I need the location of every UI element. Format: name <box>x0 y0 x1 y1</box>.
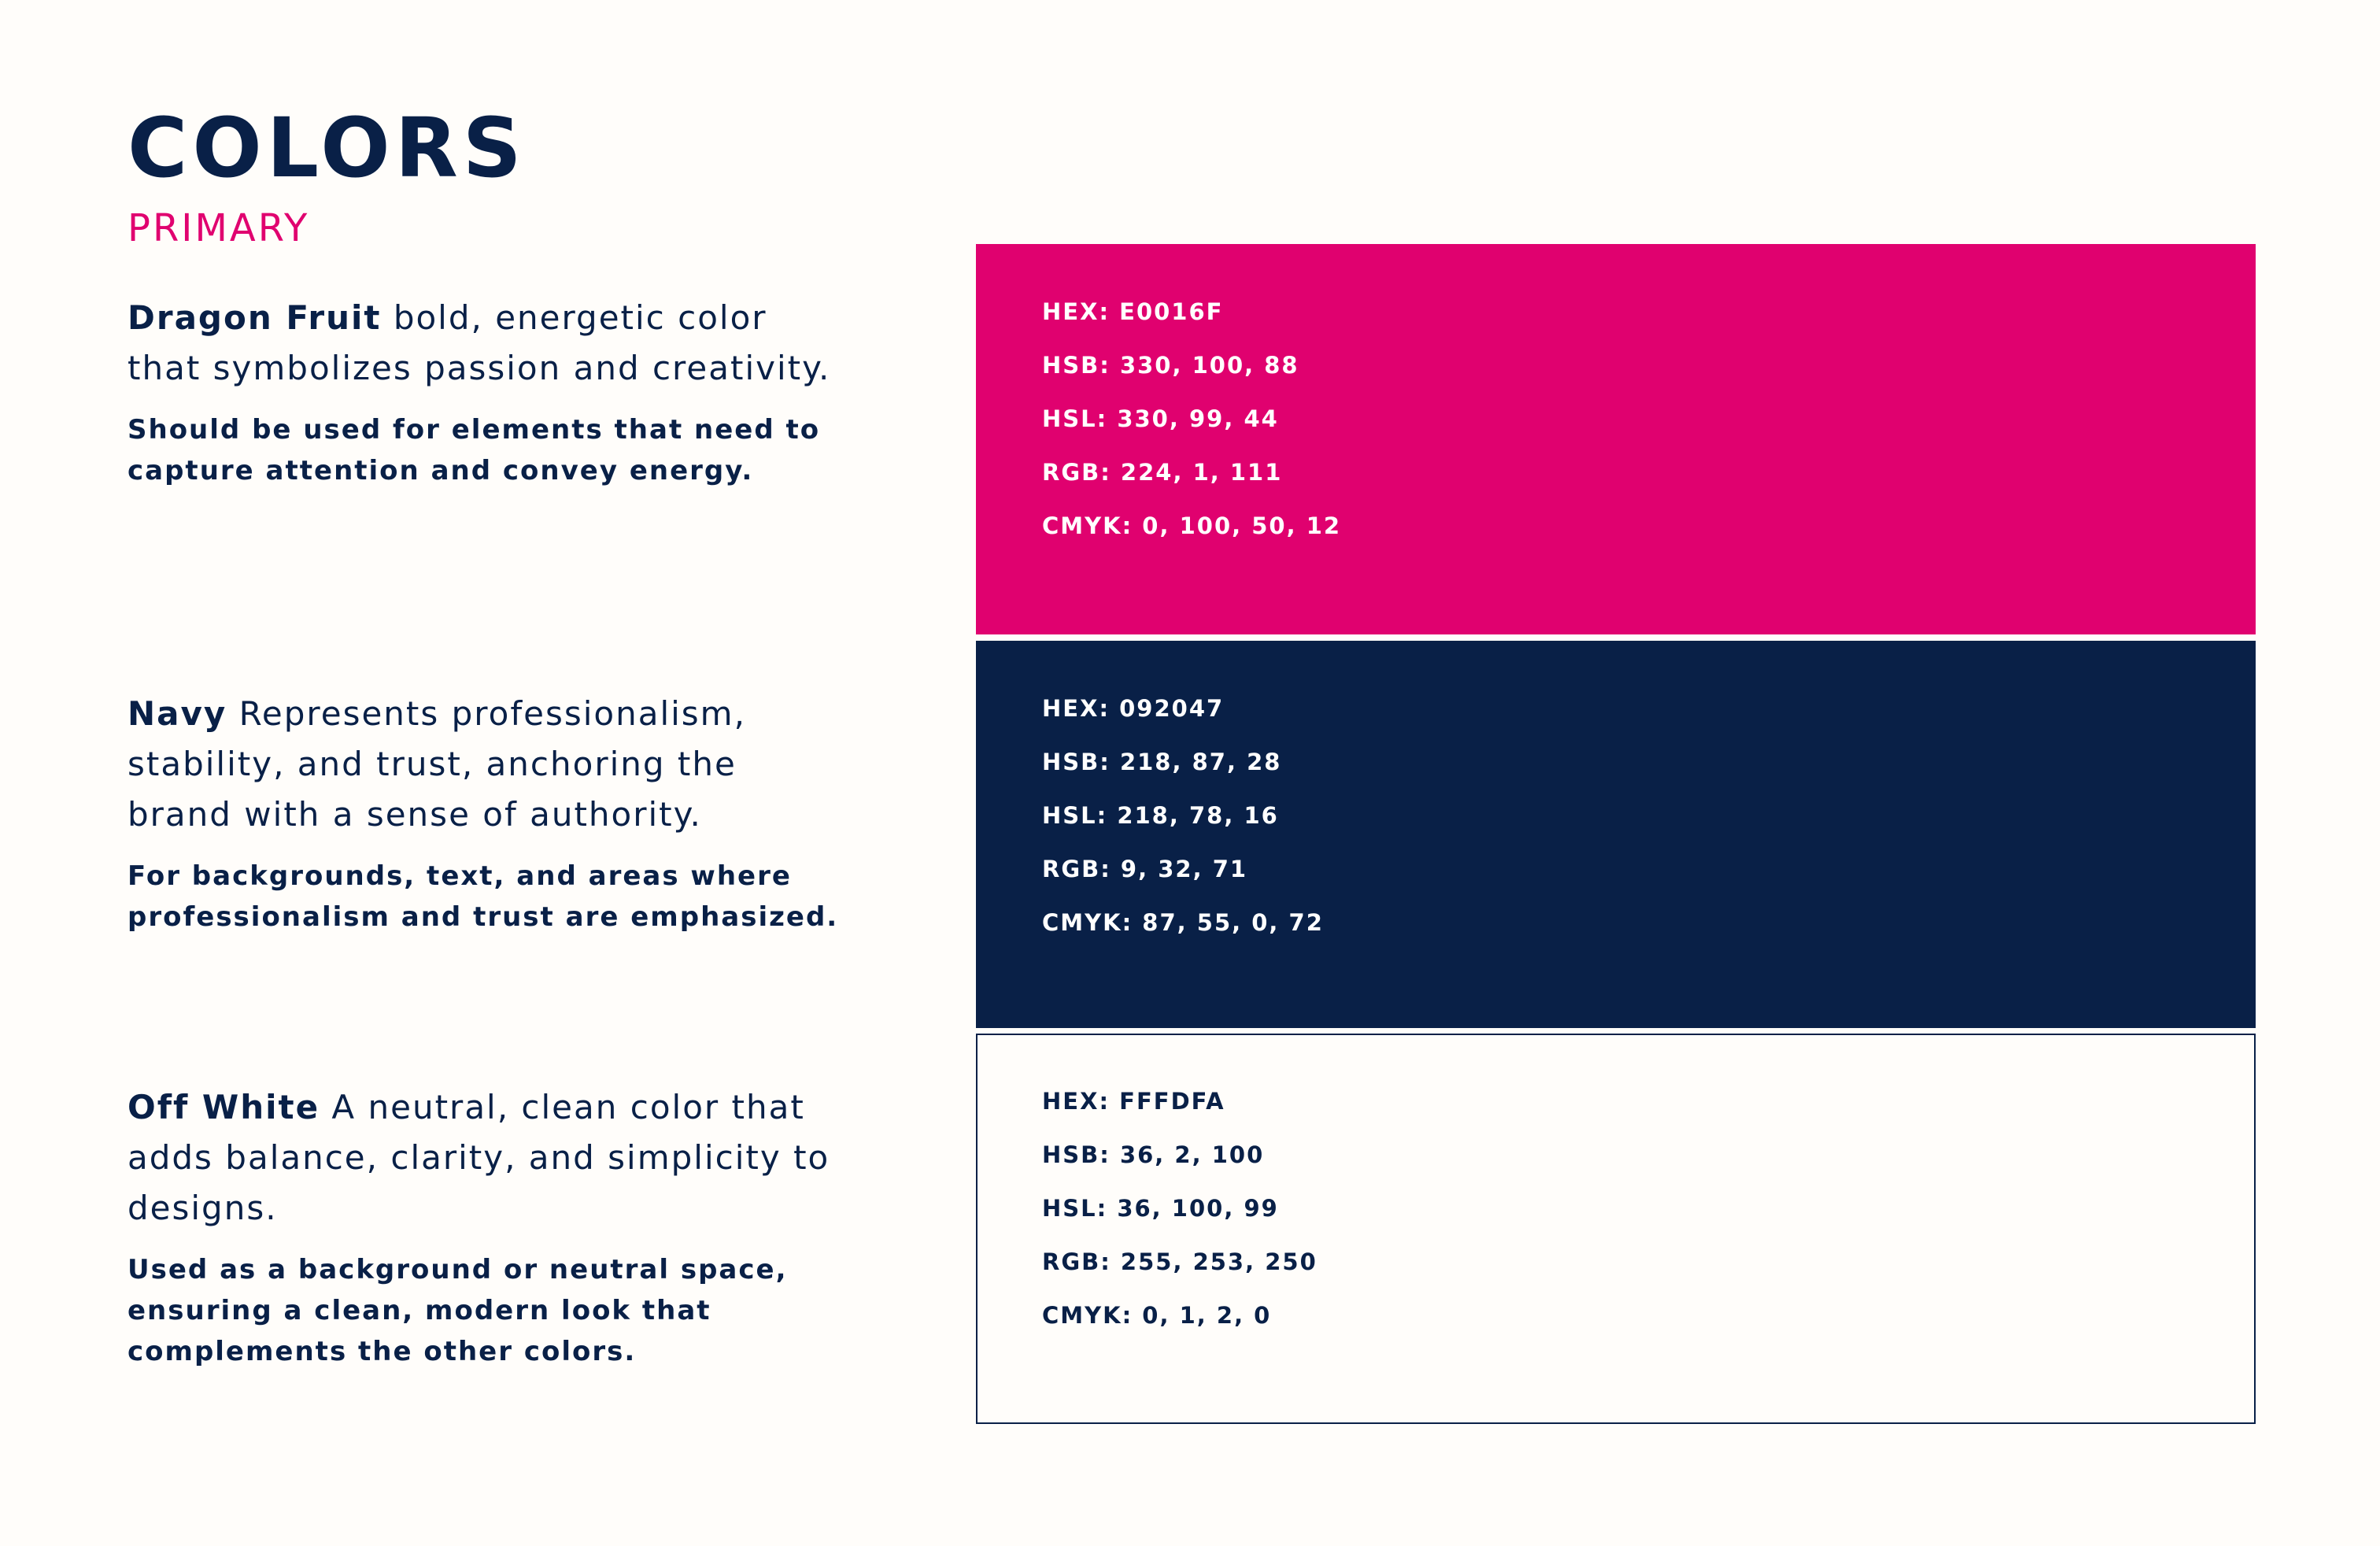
color-name: Dragon Fruit <box>128 298 382 337</box>
color-name: Off White <box>128 1088 320 1126</box>
hsb-value: HSB: 36, 2, 100 <box>1042 1141 1265 1168</box>
hex-value: HEX: FFFDFA <box>1042 1088 1225 1115</box>
color-usage-note: Used as a background or neutral space, ensuring a clean, modern look that complements the other colors. <box>128 1254 788 1367</box>
color-usage-note: Should be used for elements that need to capture attention and convey energy. <box>128 414 821 486</box>
swatch-dragon-fruit <box>976 244 2256 634</box>
color-description-navy <box>128 689 852 938</box>
color-name: Navy <box>128 694 227 733</box>
color-values-list <box>1042 1090 1318 1358</box>
hsl-value: HSL: 330, 99, 44 <box>1042 405 1279 432</box>
hex-value: HEX: 092047 <box>1042 695 1225 722</box>
section-subtitle: PRIMARY <box>128 206 310 250</box>
hex-value: HEX: E0016F <box>1042 298 1224 325</box>
color-values-list <box>1042 697 1324 965</box>
rgb-value: RGB: 224, 1, 111 <box>1042 459 1283 486</box>
description-text <box>128 689 852 840</box>
color-description-dragon-fruit <box>128 293 852 491</box>
hsl-value: HSL: 218, 78, 16 <box>1042 802 1279 829</box>
description-text <box>128 293 852 394</box>
color-description-body: bold, energetic color that symbolizes passion and creativity. <box>128 298 831 387</box>
swatch-off-white <box>976 1034 2256 1424</box>
cmyk-value: CMYK: 0, 100, 50, 12 <box>1042 512 1342 539</box>
cmyk-value: CMYK: 87, 55, 0, 72 <box>1042 909 1324 936</box>
hsl-value: HSL: 36, 100, 99 <box>1042 1195 1279 1222</box>
color-usage-note: For backgrounds, text, and areas where professionalism and trust are emphasized. <box>128 860 839 933</box>
hsb-value: HSB: 330, 100, 88 <box>1042 352 1299 379</box>
page-title: COLORS <box>128 100 527 196</box>
color-description-body: Represents professionalism, stability, and trust, anchoring the brand with a sense of authority. <box>128 694 746 834</box>
color-values-list <box>1042 298 1342 568</box>
swatch-navy <box>976 641 2256 1028</box>
rgb-value: RGB: 255, 253, 250 <box>1042 1248 1318 1275</box>
color-description-body: A neutral, clean color that adds balance, clarity, and simplicity to designs. <box>128 1088 830 1227</box>
hsb-value: HSB: 218, 87, 28 <box>1042 749 1282 775</box>
color-description-off-white <box>128 1082 852 1372</box>
description-text <box>128 1082 852 1233</box>
rgb-value: RGB: 9, 32, 71 <box>1042 856 1248 882</box>
cmyk-value: CMYK: 0, 1, 2, 0 <box>1042 1302 1272 1329</box>
